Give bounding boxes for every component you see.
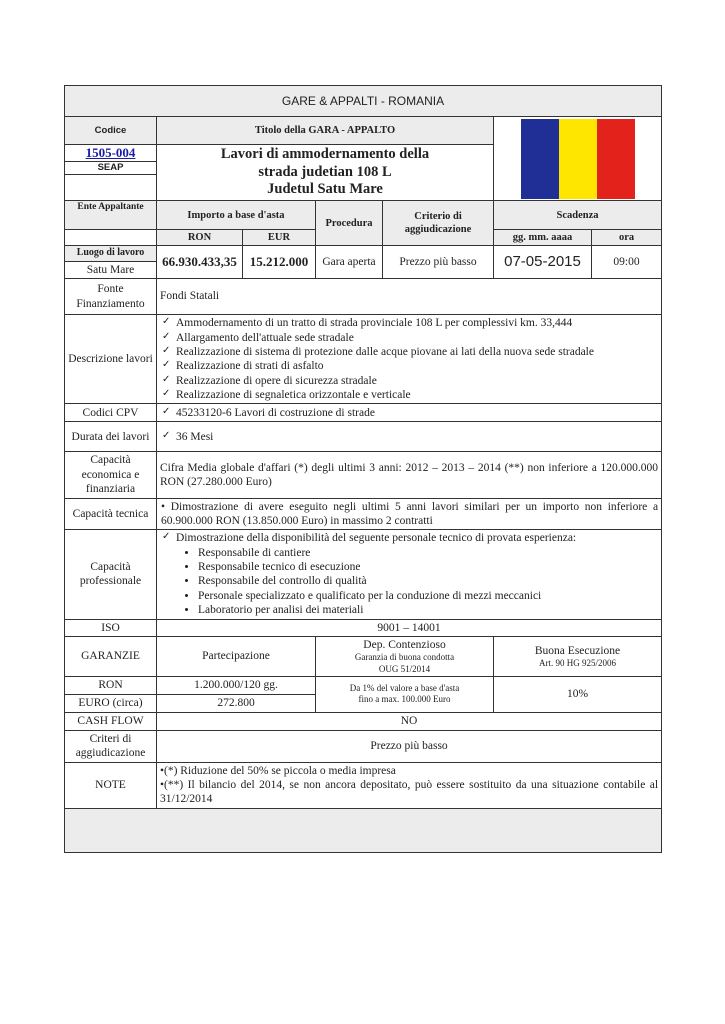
buona-esecuzione-header (494, 636, 662, 676)
dep-sub1: Garanzia di buona condotta (354, 652, 455, 663)
list-item: • Responsabile tecnico di esecuzione (198, 560, 658, 574)
fonte-value: Fondi Statali (157, 279, 662, 315)
dep-title: Dep. Contenzioso (363, 638, 446, 651)
cap-prof-cell (157, 530, 662, 619)
descrizione-cell (157, 315, 662, 404)
cashflow-label: CASH FLOW (65, 712, 157, 730)
eur-label: EUR (243, 230, 316, 246)
time-label: ora (592, 230, 662, 246)
partecipazione-label: Partecipazione (157, 636, 316, 676)
note-cell (157, 762, 662, 808)
gara-title-line: strada judetian 108 L (258, 163, 392, 180)
note-item: •(**) Il bilancio del 2014, se non ancora depositato, può essere sostituito da una situazione contabile al 31/12/2014 (160, 778, 659, 806)
bullet: • (161, 500, 171, 513)
gara-title-line: Judetul Satu Mare (267, 181, 383, 198)
list-item: • Personale specializzato e qualificato per la conduzione di mezzi meccanici (198, 589, 658, 603)
cpv-value: ✓ 45233120-6 Lavori di costruzione di strade (160, 406, 658, 420)
dep-value1: Da 1% del valore a base d'asta (349, 683, 460, 693)
procedura-label: Procedura (316, 201, 383, 246)
scadenza-label: Scadenza (494, 201, 662, 230)
list-item: • Responsabile di cantiere (198, 546, 658, 560)
cap-tec-value: Dimostrazione di avere eseguito negli ultimi 5 anni lavori similari per un importo non inferiore a 60.900.000 RON (13.850.000 Euro) in massimo 2 contratti (161, 500, 659, 527)
code-link[interactable]: 1505-004 (85, 145, 136, 160)
list-item: • Laboratorio per analisi dei materiali (198, 603, 658, 617)
dep-value2: fino a max. 100.000 Euro (358, 694, 451, 705)
scadenza-date: 07-05-2015 (494, 246, 592, 279)
criteri-label: Criteri di aggiudicazione (65, 730, 157, 762)
luogo-value: Satu Mare (65, 261, 157, 278)
descrizione-list (160, 316, 658, 402)
note-label: NOTE (65, 762, 157, 808)
cap-econ-label: Capacità economica e finanziaria (65, 452, 157, 498)
cashflow-value: NO (157, 712, 662, 730)
tender-table (64, 85, 662, 853)
buona-value: 10% (494, 676, 662, 712)
cap-econ-value: Cifra Media globale d'affari (*) degli ultimi 3 anni: 2012 – 2013 – 2014 (**) non inferiore a 120.000.000 RON (27.280.000 Euro) (157, 452, 662, 498)
gara-title (157, 145, 494, 201)
garanzie-ron-label: RON (65, 676, 157, 694)
luogo-label: Luogo di lavoro (65, 246, 157, 262)
ron-value: 66.930.433,35 (157, 246, 243, 279)
cap-prof-list (160, 546, 658, 618)
garanzie-label: GARANZIE (65, 636, 157, 676)
ente-label: Ente Appaltante (65, 201, 157, 230)
list-item: ✓ Realizzazione di sistema di protezione dalle acque piovane ai lati della nuova sede stradale (160, 345, 658, 359)
importo-label: Importo a base d'asta (157, 201, 316, 230)
list-item: ✓ Realizzazione di strati di asfalto (160, 359, 658, 373)
durata-label: Durata dei lavori (65, 422, 157, 452)
criterio-label: Criterio di aggiudicazione (383, 201, 494, 246)
cap-prof-intro: ✓ Dimostrazione della disponibilità del seguente personale tecnico di provata esperienza: (160, 531, 658, 545)
footer-empty-row (65, 808, 662, 852)
durata-value: ✓ 36 Mesi (160, 430, 658, 444)
flag-stripe-yellow (559, 119, 597, 199)
cap-prof-label: Capacità professionale (65, 530, 157, 619)
criterio-value: Prezzo più basso (383, 246, 494, 279)
list-item: ✓ Realizzazione di segnaletica orizzontale e verticale (160, 388, 658, 402)
gara-label: Titolo della GARA - APPALTO (157, 117, 494, 145)
flag-stripe-red (597, 119, 635, 199)
descrizione-label: Descrizione lavori (65, 315, 157, 404)
ente-empty-cell (65, 230, 157, 246)
durata-cell (157, 422, 662, 452)
iso-value: 9001 – 14001 (157, 619, 662, 636)
note-item: •(*) Riduzione del 50% se piccola o media impresa (160, 764, 396, 777)
dep-value-cell (316, 676, 494, 712)
buona-title: Buona Esecuzione (534, 644, 621, 657)
garanzie-ron-value: 1.200.000/120 gg. (157, 676, 316, 694)
list-item: ✓ Ammodernamento di un tratto di strada provinciale 108 L per complessivi km. 33,444 (160, 316, 658, 330)
tender-sheet (64, 85, 661, 853)
code-label: Codice (65, 117, 157, 145)
list-item: ✓ Allargamento dell'attuale sede stradale (160, 331, 658, 345)
procedura-value: Gara aperta (316, 246, 383, 279)
criteri-value: Prezzo più basso (157, 730, 662, 762)
gara-title-line: Lavori di ammodernamento della (220, 146, 430, 163)
code-empty-cell (65, 175, 157, 201)
cpv-label: Codici CPV (65, 404, 157, 422)
cpv-cell (157, 404, 662, 422)
code-cell (65, 145, 157, 175)
dep-sub2: OUG 51/2014 (378, 663, 431, 674)
fonte-label: Fonte Finanziamento (65, 279, 157, 315)
iso-label: ISO (65, 619, 157, 636)
flag-cell (494, 117, 662, 201)
buona-sub: Art. 90 HG 925/2006 (539, 657, 617, 668)
cap-tec-label: Capacità tecnica (65, 498, 157, 530)
list-item: ✓ Realizzazione di opere di sicurezza stradale (160, 374, 658, 388)
romania-flag-icon (521, 119, 635, 199)
code-sub: SEAP (65, 161, 156, 174)
list-item: • Responsabile del controllo di qualità (198, 574, 658, 588)
ron-label: RON (157, 230, 243, 246)
page-title: GARE & APPALTI - ROMANIA (65, 86, 662, 117)
garanzie-euro-label: EURO (circa) (65, 694, 157, 712)
eur-value: 15.212.000 (243, 246, 316, 279)
scadenza-time: 09:00 (592, 246, 662, 279)
date-label: gg. mm. aaaa (494, 230, 592, 246)
garanzie-euro-value: 272.800 (157, 694, 316, 712)
flag-stripe-blue (521, 119, 559, 199)
cap-tec-cell (157, 498, 662, 530)
dep-contenzioso-header (316, 636, 494, 676)
